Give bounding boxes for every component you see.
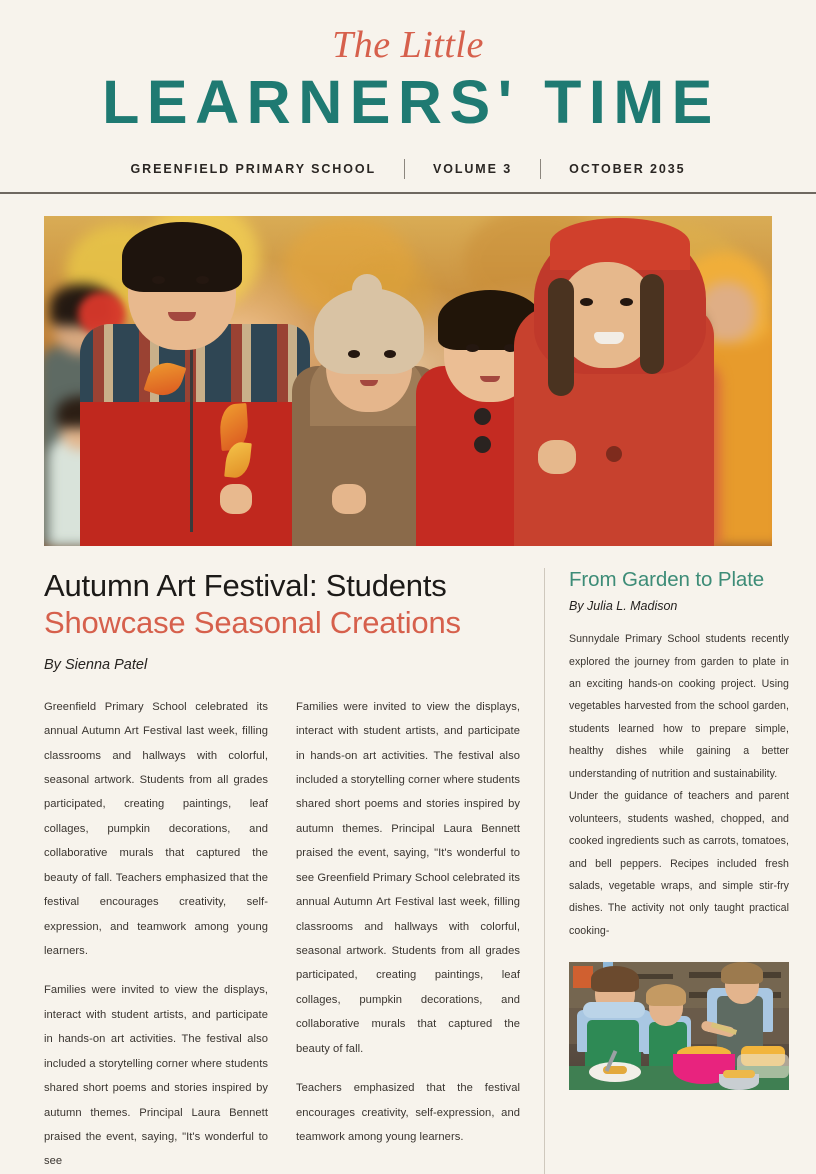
- spacer: [569, 613, 789, 628]
- paragraph: Under the guidance of teachers and parent volunteers, students washed, chopped, and cooked ingredients such as carrots, tomatoes, and bell peppers. Recipes included fresh salads, vegetable wraps, and simple stir-fry dishes. The activity not only taught practical cooking-: [569, 790, 789, 937]
- masthead-title: LEARNERS' TIME: [102, 68, 720, 136]
- paragraph: Teachers emphasized that the festival encourages creativity, self-expression, and teamwork among young learners.: [296, 1082, 520, 1143]
- side-headline: From Garden to Plate: [569, 568, 765, 592]
- paragraph: Families were invited to view the displays, interact with student artists, and participate in hands-on art activities. The festival also included a storytelling corner where students shared short poems and stories inspired by autumn themes. Principal Laura Bennett praised the event, saying, "It's wonderful to see Greenfield Primary School celebrated its annual Autumn Art Festival last week, filling classrooms and hallways with colorful, seasonal artwork. Students from all grades participated, creating paintings, leaf collages, pumpkin decorations, and collaborative murals that captured the beauty of fall.: [296, 700, 520, 1055]
- meta-divider-1: [404, 159, 405, 179]
- side-article-image: [569, 962, 789, 1090]
- issue-date: OCTOBER 2035: [569, 162, 686, 177]
- paragraph: Greenfield Primary School celebrated its annual Autumn Art Festival last week, filling classrooms and hallways with colorful, seasonal artwork. Students from all grades participated, creating paintings, leaf collages, pumpkin decorations, and collaborative murals that captured the beauty of fall. Teachers emphasized that the festival encourages creativity, self-expression, and teamwork among young learners.: [44, 700, 268, 958]
- main-article-columns: [44, 695, 520, 1174]
- school-name: GREENFIELD PRIMARY SCHOOL: [130, 162, 376, 177]
- headline-line-2: Showcase Seasonal Creations: [44, 604, 461, 640]
- side-byline: By Julia L. Madison: [569, 599, 678, 614]
- volume-label: VOLUME 3: [432, 162, 513, 177]
- masthead: [0, 0, 816, 192]
- content-area: [44, 568, 789, 1174]
- headline-line-1: Autumn Art Festival: Students: [44, 568, 447, 604]
- meta-divider-2: [540, 159, 541, 179]
- paragraph: Sunnydale Primary School students recently explored the journey from garden to plate in an exciting hands-on cooking project. Using vegetables harvested from the school garden, students learned how to prepare simple, healthy dishes while gaining a better understanding of nutrition and sustainability.: [569, 633, 789, 780]
- side-article: [544, 568, 789, 1174]
- masthead-meta-row: [0, 159, 816, 192]
- header-rule: [0, 192, 816, 194]
- main-column-left: [44, 695, 268, 1174]
- hero-image: [44, 216, 772, 546]
- main-column-middle: [296, 695, 520, 1174]
- main-headline: [44, 568, 520, 642]
- main-byline: By Sienna Patel: [44, 656, 148, 673]
- masthead-kicker: The Little: [332, 24, 484, 66]
- hero-illustration: [44, 216, 772, 546]
- cooking-illustration: [569, 962, 789, 1090]
- main-article: [44, 568, 520, 1174]
- paragraph: Families were invited to view the displays, interact with student artists, and participate in hands-on art activities. The festival also included a storytelling corner where students shared short poems and stories inspired by autumn themes. Principal Laura Bennett praised the event, saying, "It's wonderful to see: [44, 984, 268, 1168]
